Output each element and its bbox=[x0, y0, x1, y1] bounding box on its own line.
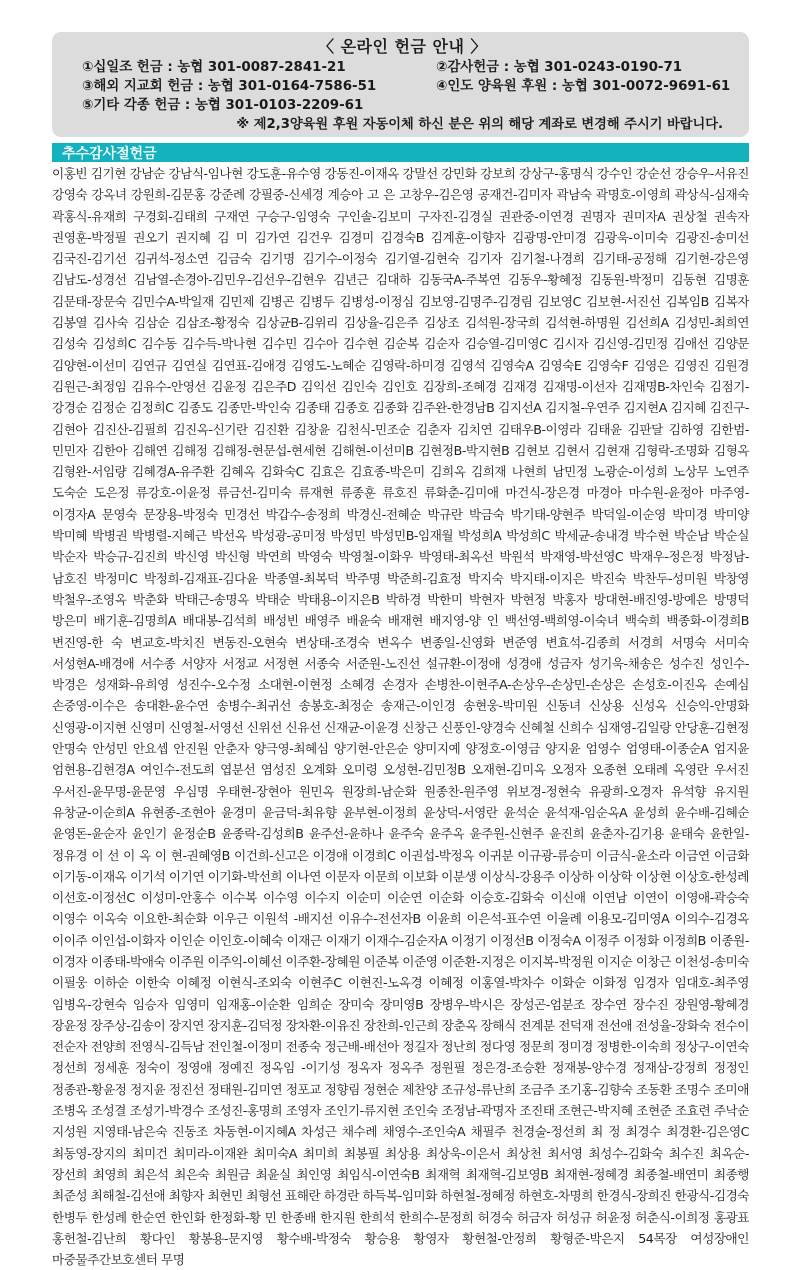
account-list bbox=[82, 58, 731, 115]
account-overseas-church: ③해외 지교회 헌금 : 농협 301-0164-7586-51 bbox=[82, 79, 377, 94]
account-tithe: ①십일조 헌금 : 농협 301-0087-2841-21 bbox=[82, 60, 346, 75]
account-india-orphanage: ④인도 양육원 후원 : 농협 301-0072-9691-61 bbox=[436, 79, 731, 94]
notice-note: ※ 제2,3양육원 후원 자동이체 하신 분은 위의 해당 계좌로 변경해 주시기 바랍니다. bbox=[236, 117, 723, 132]
section-title: 추수감사절헌금 bbox=[62, 146, 157, 162]
account-thanksgiving: ②감사헌금 : 농협 301-0243-0190-71 bbox=[436, 60, 683, 75]
online-offering-notice bbox=[52, 32, 749, 137]
account-other: ⑤기타 각종 헌금 : 농협 301-0103-2209-61 bbox=[82, 98, 364, 113]
donor-list: 이홍빈 김기현 강남순 강남식-임나현 강도훈-유수영 강동진-이재옥 강말선 강민화 강보희 강상구-홍명식 강수인 강순선 강승우-서유진 강영숙 강옥녀 강원희-김문홍 강준례 강필중-신세경 계승아 고 은 고창우-김은영 공재건-김미자 곽남숙 곽명호-이영희 곽상식-심재숙 곽홍식-유재희 구경회-김태희 구재연 구승구-임영숙 구인솔-김보미 구자진-김경실 권관중-이연경 권명자 권미자A 권상철 권속자 권영훈-박정필 권오기 권지혜 김 미 김가연 김건우 김경미 김경숙B 김계훈-이향자 김광명-안미경 김광욱-이미숙 김광진-송미선 김국진-김기선 김귀석-정소연 김금숙 김기명 김기수-이정숙 김기열-김현숙 김기자 김기철-나경희 김기태-공정해 김기현-강은영 김남도-성경선 김남열-손경아-김민우-김선우-김현우 김년근 김대하 김동국A-주복연 김동우-황혜정 김동원-박정미 김동현 김명훈 김문태-장문숙 김민수A-박일재 김민제 김병곤 김병두 김병성-이정심 김보영-김명주-김경림 김보영C 김보현-서진선 김복임B 김복자 김봉열 김사숙 김삼순 김삼조-황정숙 김상균B-김위리 김상율-김은주 김상조 김석원-장국희 김석현-하명원 김선희A 김성민-최희연 김성숙 김성희C 김수동 김수득-박나현 김수민 김수아 김수현 김순복 김순자 김승열-김미영C 김시자 김신영-김민정 김애선 김양문 김양현-이선미 김연규 김연실 김연표-김애경 김영도-노혜순 김영락-하미경 김영석 김영숙A 김영숙E 김영숙F 김영은 김영진 김원경 김원근-최정임 김유수-안영선 김윤정 김은주D 김익선 김인숙 김인호 김장희-조혜경 김재경 김재명-이선자 김재명B-차인숙 김점기-강경순 김정순 김정희C 김종도 김종만-박인숙 김종태 김종호 김종화 김주완-한경남B 김지선A 김지철-우연주 김지현A 김지혜 김진구-김현아 김진산-김필희 김진옥-신기란 김진환 김창윤 김천식-민조순 김춘자 김치연 김태우B-이영라 김태윤 김판달 김하영 김한범-민민자 김한아 김해연 김해정 김해정-현문섭-현세현 김해현-이선미B 김현정B-박지현B 김현보 김현서 김현재 김형락-조명화 김형옥 김형완-서임량 김혜경A-유주환 김혜옥 김화숙C 김효은 김효종-박은미 김희옥 김희재 나현희 남민정 노광순-이성희 노상무 노연주 도숙순 도은정 류강호-이윤정 류금선-김미숙 류재현 류종훈 류호진 류화춘-김미애 마건식-장은경 마경아 마수원-윤정아 마주영-이경자A 문영숙 문장용-박정숙 민경선 박갑수-송정희 박경신-전혜순 박규란 박금숙 박기태-양현주 박덕일-이순영 박미경 박미양 박미혜 박병권 박병렬-지혜근 박선옥 박성광-공미정 박성민 박성민B-임재월 박성희A 박성희C 박세균-송내경 박수현 박순남 박순실 박순자 박승규-김진희 박신영 박신형 박연희 박영숙 박영철-이화우 박영태-최옥선 박원석 박재영-박선영C 박재우-정은정 박정남-남호진 박정미C 박정희-김재표-김다윤 박종열-최복덕 박주명 박준희-김효정 박지숙 박지태-이지은 박진숙 박찬두-성미원 박창영 박철우-조영옥 박춘화 박태근-송명옥 박태순 박태용-이지은B 박하경 박한미 박현자 박현정 박홍자 방대현-배진영-방예은 방명덕 방은미 배기훈-김명희A 배대봉-김석희 배성빈 배영주 배윤숙 배재현 배지영-양 인 백선영-백희영-이숙녀 백숙희 백종화-이경희B 변진영-한 숙 변교호-박치진 변동진-오현숙 변상태-조경숙 변옥수 변종일-신영화 변준영 변효석-김종희 서경희 서명숙 서미숙 서성현A-배경애 서수종 서양자 서정교 서정현 서종숙 서준원-노진선 설규환-이정애 성경애 성금자 성기욱-채송은 성수진 성인수-박경은 성재화-유희영 성진수-오수정 소대현-이현정 소혜경 손경자 손병찬-이현주A-손상우-손상민-손상은 손성호-이진옥 손예심 손중영-이수은 송대환-윤수연 송병수-최귀선 송봉호-최정순 송재근-이인경 송현웅-박미원 신동녀 신상용 신성옥 신승익-안명화 신영광-이지현 신영미 신영철-서영선 신위선 신유선 신재균-이윤경 신창근 신풍인-양경숙 신혜철 신희수 심재영-김일랑 안당훈-김현정 안명숙 안성민 안요셉 안진원 안춘자 양극영-최혜심 양기현-안은순 양미지예 양정호-이영금 양지윤 엄영수 엄영태-이종순A 엄지윤 엄현용-김현경A 여인수-전도희 엽분선 염성진 오계화 오미령 오성현-김민정B 오재현-김미옥 오정자 오종현 오태례 옥영란 우서진 우서진-윤무명-윤문영 우심명 우태현-장현아 원민옥 원장희-남순화 원종찬-원주영 위보경-정현숙 유광희-오경자 유석향 유지원 유창균-이순희A 유현종-조현아 윤경미 윤금덕-최유향 윤부현-이정희 윤상덕-서영란 윤석순 윤석재-임순옥A 윤성희 윤수배-김혜순 윤영돈-윤순자 윤인기 윤정순B 윤종락-김성희B 윤주선-윤하나 윤주숙 윤주옥 윤주원-신현주 윤진희 윤춘자-김기용 윤태숙 윤한일-정유경 이 선 이 옥 이 현-권혜영B 이건희-신고은 이경애 이경희C 이권섭-박정옥 이귀분 이규광-류승미 이금식-윤소라 이금연 이금화 이기동-이재옥 이기석 이기연 이기화-박선희 이나연 이문자 이문희 이보화 이분생 이상식-강용주 이상하 이상학 이상현 이상호-한성례 이선호-이정선C 이성미-안홍수 이수복 이수영 이수지 이순미 이순연 이순화 이승호-김화숙 이신애 이연남 이연이 이영애-곽승숙 이영수 이옥숙 이요한-최순화 이우근 이원석 -배지선 이유수-전선자B 이윤희 이은석-표수연 이을례 이용모-김미영A 이의수-김경옥 이이주 이인섭-이화자 이인순 이인호-이혜숙 이재근 이재기 이재수-김순자A 이정기 이정선B 이정숙A 이정주 이정화 이정희B 이종원-이경자 이종태-박애숙 이주원 이주익-이혜선 이주환-장혜원 이준복 이준영 이준환-지정은 이지복-박정원 이지순 이창근 이천성-송미숙 이필웅 이하순 이한숙 이혜정 이현식-조외숙 이현주C 이현진-노옥경 이혜정 이홍열-박차수 이화순 이화정 임경자 임대호-최주영 임병옥-강현숙 임승자 임영미 임재홍-이순환 임희순 장미숙 장미영B 장병우-박시은 장성곤-엄분조 장수연 장수진 장원영-황혜경 장윤정 장주상-김송이 장지연 장지훈-김덕정 장차환-이유진 장찬희-인근희 장춘옥 장해식 전계분 전덕재 전선애 전성율-장화숙 전수이 전순자 전양희 전영식-김득남 전인철-이정미 전종숙 정근배-배선아 정길자 정난희 정다영 정문희 정미경 정병한-이숙희 정상구-이연숙 정선희 정세훈 정숙이 정영애 정예진 정옥임 -이기성 정옥자 정옥주 정원필 정은경-조승환 정재봉-양수경 정재삼-강정희 정정인 정종관-황윤정 정지윤 정진선 정태원-김미연 정포교 정향림 정현순 제찬양 조규성-류난희 조금주 조기홍-김향숙 조동환 조명수 조미애 조병옥 조성결 조성기-박경수 조성진-홍명희 조영자 조인기-류지현 조인숙 조정남-곽명자 조진태 조현근-박지혜 조현준 조효련 주낙순 지성원 지영태-남은숙 진동조 차동현-이지혜A 차성근 채수례 채영수-조인숙A 채필주 천경술-정선희 최 정 최경수 최경환-김은영C 최동영-장지의 최미건 최미라-이재완 최미숙A 최미희 최봉필 최상용 최상욱-이은서 최상천 최서영 최성수-김화숙 최수진 최옥순-장선희 최영희 최은석 최은숙 최원금 최윤실 최인영 최임식-이연숙B 최재혁 최재혁-김보영B 최재현-정혜경 최종철-배연미 최종행 최준성 최해철-김선애 최향자 최현민 최형선 표해란 하경란 하득복-임미화 하현철-정혜정 하현호-차명희 한경식-장희진 한광식-김경숙 한병두 한성례 한순연 한인화 한정화-황 민 한종배 한지원 한희석 한희수-문정희 허경숙 허금자 허성규 허윤정 허춘식-이희정 홍광표 홍헌철-김난희 황다인 황봉용-문지영 황수배-박정숙 황승용 황영자 황현철-안정희 황형준-박은지 54목장 여성장애인 마중물주간보호센터 무명 bbox=[52, 166, 749, 1268]
section-header-bar bbox=[52, 143, 749, 162]
notice-title: 〈 온라인 헌금 안내 〉 bbox=[318, 37, 487, 56]
